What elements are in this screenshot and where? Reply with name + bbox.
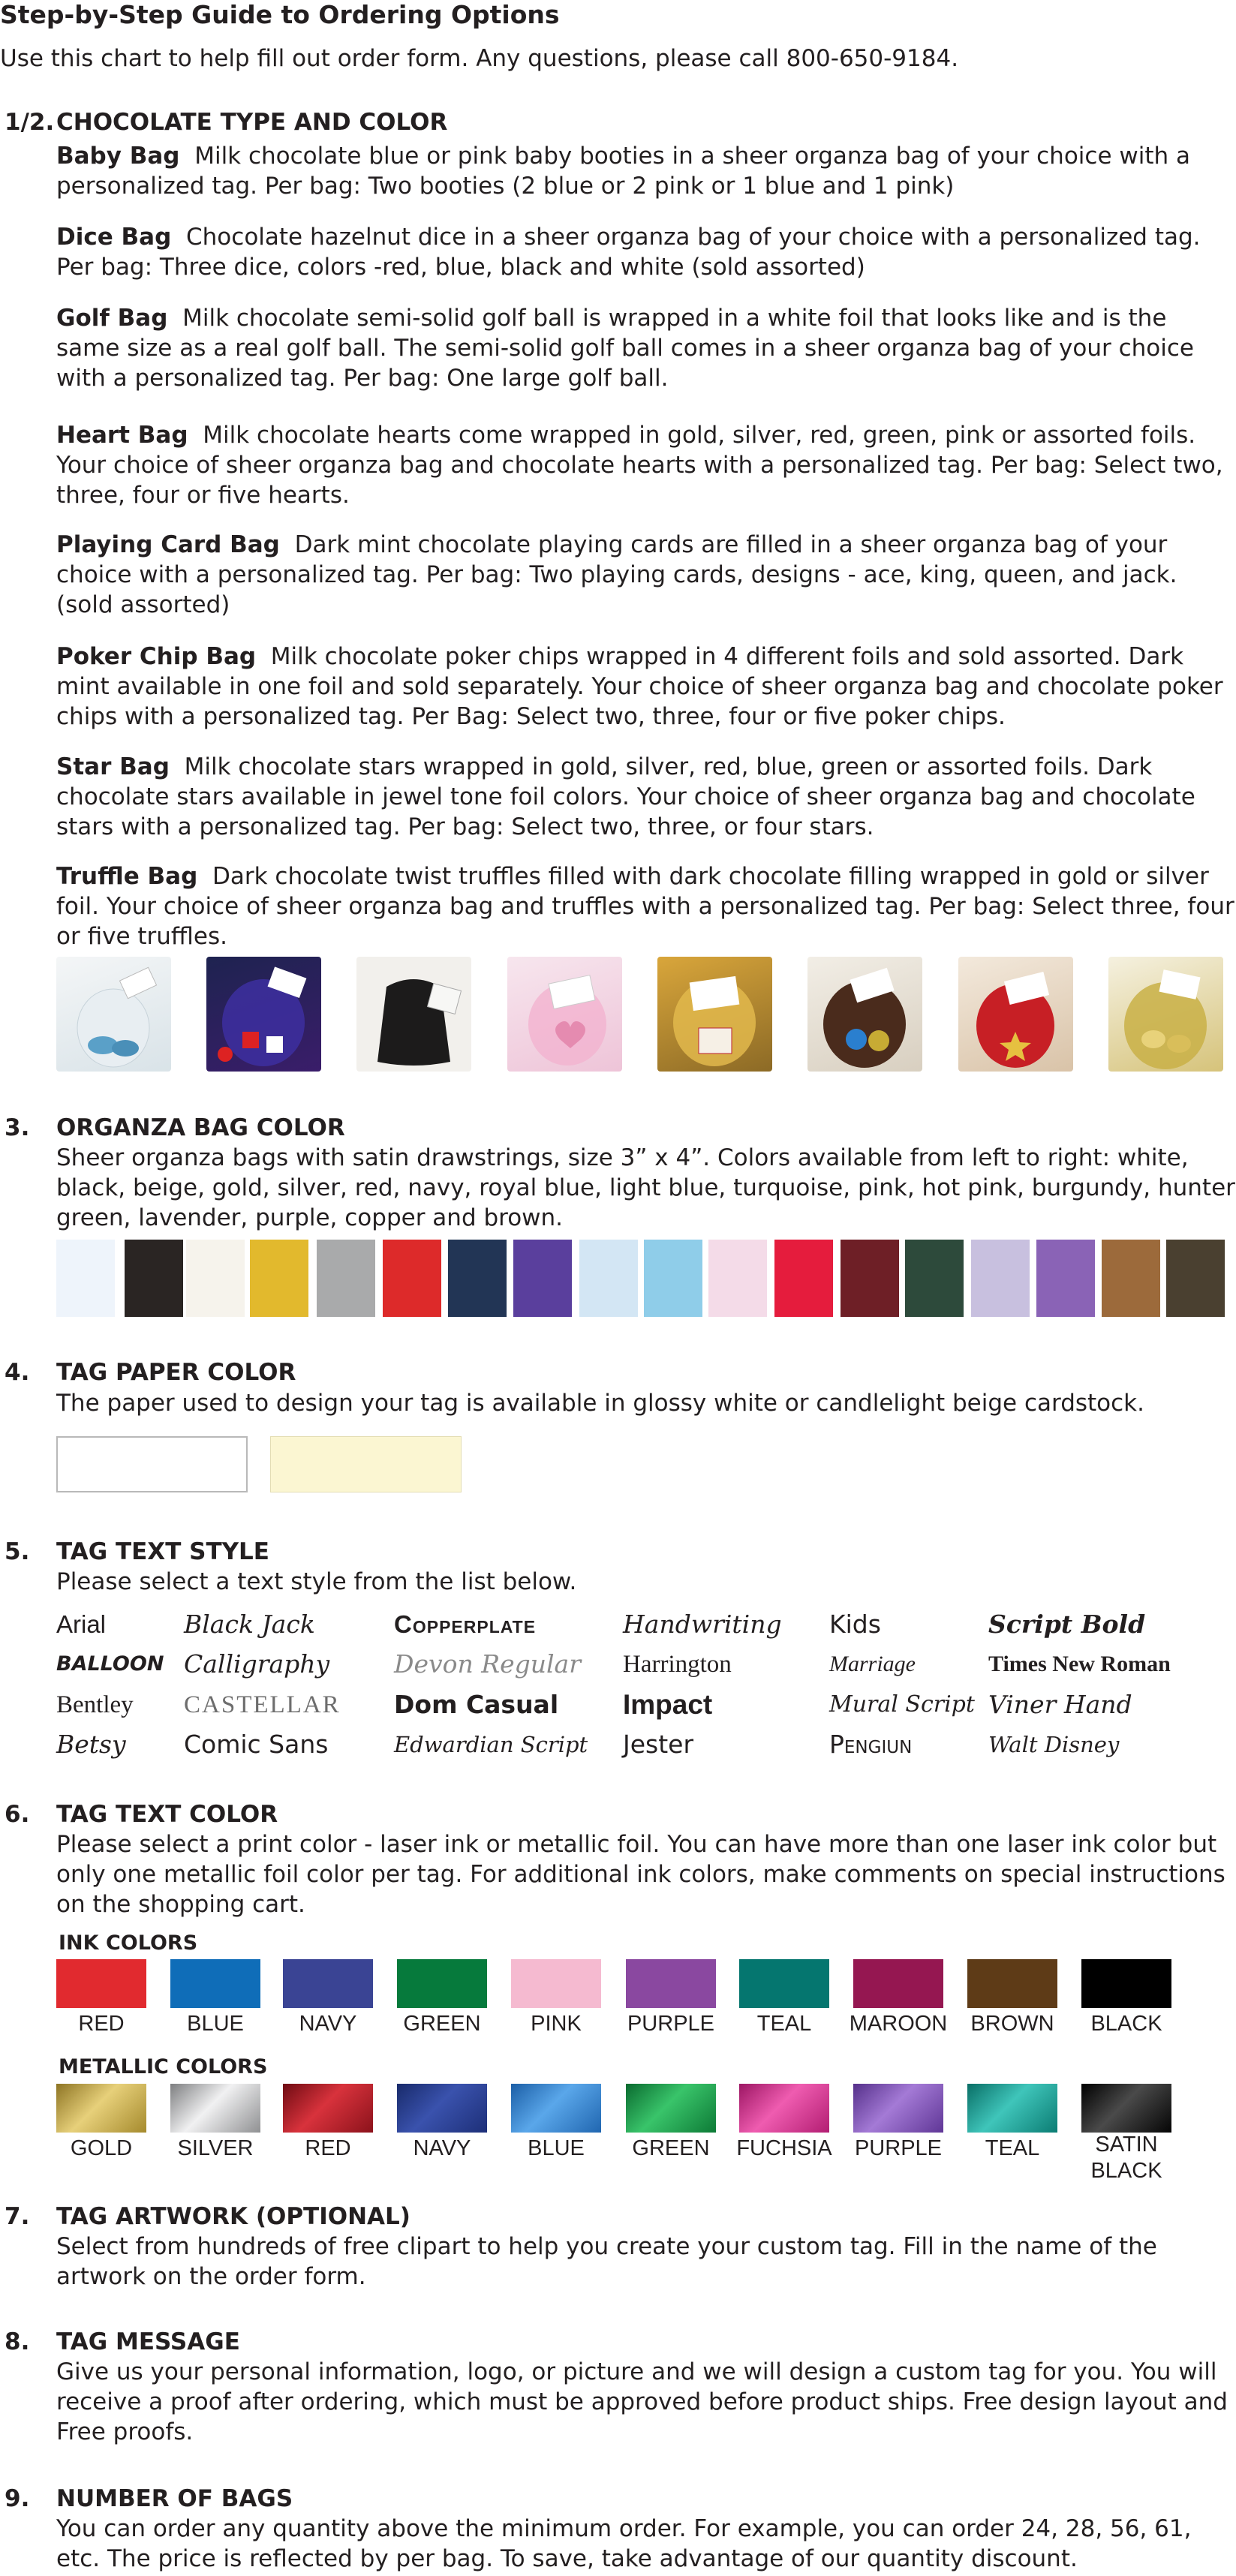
metallic-label-purple: PURPLE: [854, 2136, 943, 2160]
metallic-label-navy: NAVY: [413, 2136, 471, 2160]
product-description: Milk chocolate stars wrapped in gold, silver, red, blue, green or assorted foils. Dark chocolate stars available in jewel tone foil colors. Your choice of sheer organza bag and chocolate stars with a personalized tag. Per bag: Select two, three, or four stars.: [56, 753, 1195, 840]
section-3-text: Sheer organza bags with satin drawstrings, size 3” x 4”. Colors available from left to right: white, black, beige, gold, silver, red, navy, royal blue, light blue, turquoise, pink, hot pink, burgundy, hunter green, lavender, purple, copper and brown.: [56, 1144, 1235, 1231]
ink-swatch-maroon: [853, 1959, 943, 2008]
font-sample-copperplate: Copperplate: [394, 1610, 537, 1638]
metallic-label-blue: BLUE: [528, 2136, 585, 2160]
font-sample-calligraphy: Calligraphy: [184, 1649, 330, 1679]
product-poker-chip-bag: [56, 642, 1236, 732]
product-photo-star-bag: [958, 957, 1073, 1072]
font-sample-walt-disney: Walt Disney: [988, 1732, 1120, 1757]
metallic-label-green: GREEN: [632, 2136, 710, 2160]
product-name: Heart Bag: [56, 422, 188, 449]
ink-swatch-pink: [511, 1959, 601, 2008]
metallic-label-silver: SILVER: [177, 2136, 254, 2160]
ink-swatch-brown: [967, 1959, 1057, 2008]
ink-colors-heading: INK COLORS: [59, 1931, 198, 1955]
product-name: Star Bag: [56, 753, 170, 780]
ink-label-pink: PINK: [531, 2012, 582, 2036]
metallic-swatch-gold: [56, 2084, 146, 2133]
font-sample-dom-casual: Dom Casual: [394, 1690, 559, 1719]
ink-label-maroon: MAROON: [849, 2012, 948, 2036]
section-8-number: 8.: [5, 2328, 30, 2355]
font-sample-times-new-roman: Times New Roman: [988, 1652, 1171, 1676]
metallic-label-gold: GOLD: [70, 2136, 133, 2160]
section-4-number: 4.: [5, 1359, 30, 1386]
tag-paper-glossy-white: [56, 1436, 248, 1492]
font-sample-marriage: Marriage: [829, 1652, 916, 1676]
section-6-number: 6.: [5, 1801, 30, 1828]
font-sample-mural-script: Mural Script: [829, 1691, 975, 1718]
bag-swatch-pink: [708, 1240, 767, 1317]
ink-label-black: BLACK: [1090, 2012, 1162, 2036]
ink-label-teal: TEAL: [756, 2012, 812, 2036]
ink-swatch-navy: [283, 1959, 373, 2008]
ink-swatch-blue: [170, 1959, 260, 2008]
section-6-title: TAG TEXT COLOR: [56, 1801, 278, 1828]
font-sample-harrington: Harrington: [623, 1651, 732, 1678]
font-sample-castellar: CASTELLAR: [184, 1691, 341, 1718]
product-description: Chocolate hazelnut dice in a sheer organza bag of your choice with a personalized tag. Per bag: Three dice, colors -red, blue, black and white (sold assorted): [56, 224, 1201, 281]
section-9-text: You can order any quantity above the minimum order. For example, you can order 24, 28, 56, 61, etc. The price is reflected by per bag. To save, take advantage of our quantity discount.: [56, 2515, 1192, 2572]
font-sample-bentley: Bentley: [56, 1691, 134, 1718]
product-photo-dice-bag: [206, 957, 321, 1072]
product-heart-bag: [56, 420, 1236, 510]
bag-swatch-white: [56, 1240, 115, 1317]
ink-label-green: GREEN: [403, 2012, 481, 2036]
product-photo-heart-bag: [507, 957, 622, 1072]
section-7-number: 7.: [5, 2203, 30, 2230]
font-sample-script-bold: Script Bold: [988, 1610, 1146, 1639]
bag-swatch-gold: [250, 1240, 308, 1317]
section-5-text: Please select a text style from the list below.: [56, 1568, 577, 1595]
product-name: Playing Card Bag: [56, 531, 280, 558]
font-sample-kids: Kids: [829, 1610, 881, 1639]
metallic-swatch-silver: [170, 2084, 260, 2133]
metallic-label-satin: SATIN: [1095, 2133, 1158, 2157]
product-name: Dice Bag: [56, 224, 172, 251]
metallic-swatch-blue: [511, 2084, 601, 2133]
product-photo-baby-bag: [56, 957, 171, 1072]
ink-label-brown: BROWN: [970, 2012, 1054, 2036]
ink-swatch-teal: [739, 1959, 829, 2008]
bag-swatch-burgundy: [841, 1240, 899, 1317]
font-sample-handwriting: Handwriting: [623, 1610, 782, 1639]
font-sample-viner-hand: Viner Hand: [988, 1690, 1132, 1719]
product-star-bag: [56, 752, 1236, 842]
font-sample-comic-sans: Comic Sans: [184, 1730, 329, 1759]
product-photo-playing-card-bag: [657, 957, 772, 1072]
font-sample-jester: Jester: [623, 1730, 694, 1759]
section-8-text: Give us your personal information, logo, or picture and we will design a custom tag for you. You will receive a proof after ordering, which must be approved before product ships. Free design layout and Free proofs.: [56, 2358, 1228, 2445]
product-truffle-bag: [56, 861, 1236, 951]
page-intro: Use this chart to help fill out order form. Any questions, please call 800-650-9184.: [0, 45, 959, 72]
font-sample-pengiun: Pengiun: [829, 1730, 913, 1759]
metallic-swatch-teal: [967, 2084, 1057, 2133]
product-playing-card-bag: [56, 530, 1236, 620]
ink-label-purple: PURPLE: [627, 2012, 715, 2036]
metallic-swatch-green: [626, 2084, 716, 2133]
bag-swatch-hot-pink: [774, 1240, 833, 1317]
bag-swatch-purple: [1036, 1240, 1095, 1317]
section-3-title: ORGANZA BAG COLOR: [56, 1114, 345, 1141]
section-7-text: Select from hundreds of free clipart to help you create your custom tag. Fill in the name of the artwork on the order form.: [56, 2233, 1157, 2290]
bag-swatch-navy: [448, 1240, 507, 1317]
product-description: Dark mint chocolate playing cards are filled in a sheer organza bag of your choice with a personalized tag. Per bag: Two playing cards, designs - ace, king, queen, and jack. (sold assorted): [56, 531, 1177, 618]
metallic-label-teal: TEAL: [985, 2136, 1040, 2160]
bag-swatch-light-blue: [579, 1240, 638, 1317]
product-name: Truffle Bag: [56, 863, 198, 890]
section-4-text: The paper used to design your tag is available in glossy white or candlelight beige cardstock.: [56, 1390, 1144, 1417]
ink-label-navy: NAVY: [299, 2012, 357, 2036]
bag-swatch-copper: [1102, 1240, 1160, 1317]
ink-swatch-black: [1081, 1959, 1171, 2008]
product-golf-bag: [56, 303, 1236, 393]
ink-swatch-red: [56, 1959, 146, 2008]
ink-label-red: RED: [78, 2012, 125, 2036]
tag-paper-candlelight-beige: [270, 1436, 462, 1492]
bag-swatch-beige: [186, 1240, 245, 1317]
section-1-number: 1/2.: [5, 109, 55, 136]
bag-swatch-red: [383, 1240, 441, 1317]
bag-swatch-lavender: [971, 1240, 1030, 1317]
metallic-swatch-fuchsia: [739, 2084, 829, 2133]
bag-swatch-turquoise: [644, 1240, 702, 1317]
product-name: Poker Chip Bag: [56, 643, 257, 670]
font-sample-impact: Impact: [623, 1689, 713, 1720]
product-dice-bag: [56, 222, 1236, 282]
product-description: Milk chocolate poker chips wrapped in 4 different foils and sold assorted. Dark mint available in one foil and sold separately. Your choice of sheer organza bag and chocolate poker chips with a personalized tag. Per Bag: Select two, three, four or five poker chips.: [56, 643, 1223, 730]
section-9-number: 9.: [5, 2485, 30, 2512]
product-photo-truffle-bag: [1108, 957, 1223, 1072]
font-sample-betsy: Betsy: [56, 1730, 126, 1759]
product-name: Golf Bag: [56, 305, 168, 332]
section-7-title: TAG ARTWORK (OPTIONAL): [56, 2203, 410, 2230]
section-4-title: TAG PAPER COLOR: [56, 1359, 296, 1386]
bag-swatch-royal-blue: [513, 1240, 572, 1317]
font-sample-edwardian-script: Edwardian Script: [394, 1732, 588, 1757]
section-1-title: CHOCOLATE TYPE AND COLOR: [56, 109, 448, 136]
metallic-swatch-navy: [397, 2084, 487, 2133]
section-5-number: 5.: [5, 1538, 30, 1565]
section-6-text: Please select a print color - laser ink or metallic foil. You can have more than one laser ink color but only one metallic foil color per tag. For additional ink colors, make comments on special instructions on the shopping cart.: [56, 1831, 1225, 1918]
ink-swatch-purple: [626, 1959, 716, 2008]
product-description: Milk chocolate blue or pink baby booties in a sheer organza bag of your choice with a personalized tag. Per bag: Two booties (2 blue or 2 pink or 1 blue and 1 pink): [56, 143, 1190, 200]
bag-swatch-hunter-green: [905, 1240, 964, 1317]
font-sample-arial: Arial: [56, 1610, 107, 1638]
product-description: Milk chocolate semi-solid golf ball is wrapped in a white foil that looks like and is the same size as a real golf ball. The semi-solid golf ball comes in a sheer organza bag of your choice with a personalized tag. Per bag: One large golf ball.: [56, 305, 1194, 392]
section-3-number: 3.: [5, 1114, 30, 1141]
bag-swatch-black: [125, 1240, 183, 1317]
metallic-label-black: BLACK: [1090, 2159, 1162, 2183]
metallic-label-fuchsia: FUCHSIA: [736, 2136, 832, 2160]
product-description: Milk chocolate hearts come wrapped in gold, silver, red, green, pink or assorted foils. Your choice of sheer organza bag and chocolate hearts with a personalized tag. Per bag: Select two, three, four or five hearts.: [56, 422, 1223, 509]
ink-swatch-green: [397, 1959, 487, 2008]
product-description: Dark chocolate twist truffles filled with dark chocolate filling wrapped in gold or silver foil. Your choice of sheer organza bag and truffles with a personalized tag. Per bag: Select three, four or five truffles.: [56, 863, 1234, 950]
font-sample-black-jack: Black Jack: [184, 1610, 315, 1639]
ink-label-blue: BLUE: [187, 2012, 244, 2036]
metallic-swatch-red: [283, 2084, 373, 2133]
bag-swatch-brown: [1166, 1240, 1225, 1317]
metallic-swatch-purple: [853, 2084, 943, 2133]
page-title: Step-by-Step Guide to Ordering Options: [0, 0, 560, 29]
section-9-title: NUMBER OF BAGS: [56, 2485, 293, 2512]
font-sample-balloon: BALLOON: [56, 1652, 164, 1676]
metallic-label-red: RED: [305, 2136, 351, 2160]
bag-swatch-silver: [317, 1240, 375, 1317]
metallic-colors-heading: METALLIC COLORS: [59, 2055, 268, 2079]
metallic-swatch-satin-black: [1081, 2084, 1171, 2133]
product-baby-bag: [56, 141, 1236, 201]
font-sample-devon-regular: Devon Regular: [394, 1649, 581, 1679]
product-name: Baby Bag: [56, 143, 180, 170]
product-photo-poker-chip-bag: [807, 957, 922, 1072]
section-8-title: TAG MESSAGE: [56, 2328, 240, 2355]
section-5-title: TAG TEXT STYLE: [56, 1538, 269, 1565]
product-photo-golf-bag: [356, 957, 471, 1072]
